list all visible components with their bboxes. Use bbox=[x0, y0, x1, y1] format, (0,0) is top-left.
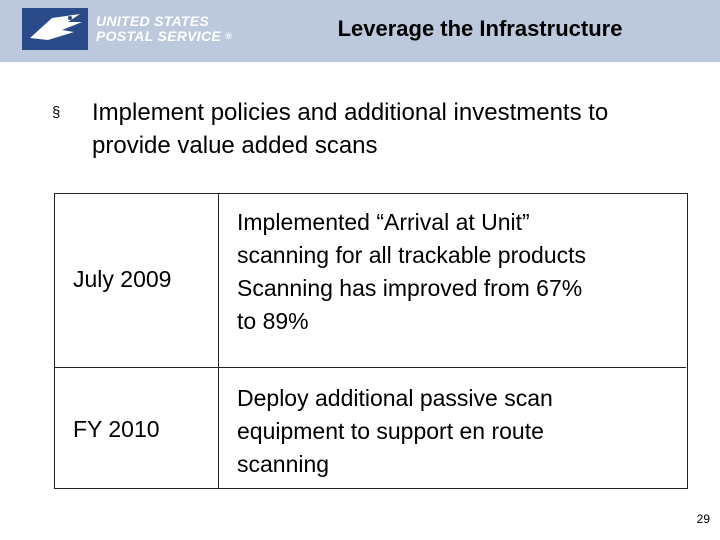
bullet-text: Implement policies and additional investments to provide value added scans bbox=[92, 99, 609, 159]
description-line: Deploy additional passive scan bbox=[237, 385, 553, 411]
usps-logo bbox=[22, 8, 252, 50]
slide-title: Leverage the Infrastructure bbox=[337, 16, 623, 41]
description-line: Implemented “Arrival at Unit” bbox=[237, 209, 530, 235]
row-date: FY 2010 bbox=[73, 416, 160, 442]
table-cell-date bbox=[55, 367, 219, 488]
description-line: scanning for all trackable products bbox=[237, 242, 587, 268]
bullet-point bbox=[52, 96, 682, 162]
logo-text bbox=[96, 14, 232, 44]
timeline-table bbox=[54, 193, 688, 489]
eagle-icon bbox=[22, 8, 88, 50]
row-date: July 2009 bbox=[73, 266, 172, 292]
description-line: Scanning has improved from 67% bbox=[237, 275, 583, 301]
table-cell-date bbox=[55, 194, 219, 367]
header-banner bbox=[0, 0, 720, 62]
logo-line2: POSTAL SERVICE bbox=[96, 28, 222, 44]
row-description bbox=[237, 206, 586, 338]
registered-mark: ® bbox=[225, 31, 233, 41]
bullet-marker: § bbox=[52, 104, 61, 121]
logo-line1: UNITED STATES bbox=[96, 13, 210, 29]
table-cell-description bbox=[219, 194, 686, 367]
row-description bbox=[237, 382, 553, 481]
page-number: 29 bbox=[696, 512, 710, 526]
description-line: to 89% bbox=[237, 308, 309, 334]
table-cell-description bbox=[219, 367, 686, 488]
description-line: scanning bbox=[237, 451, 330, 477]
description-line: equipment to support en route bbox=[237, 418, 544, 444]
